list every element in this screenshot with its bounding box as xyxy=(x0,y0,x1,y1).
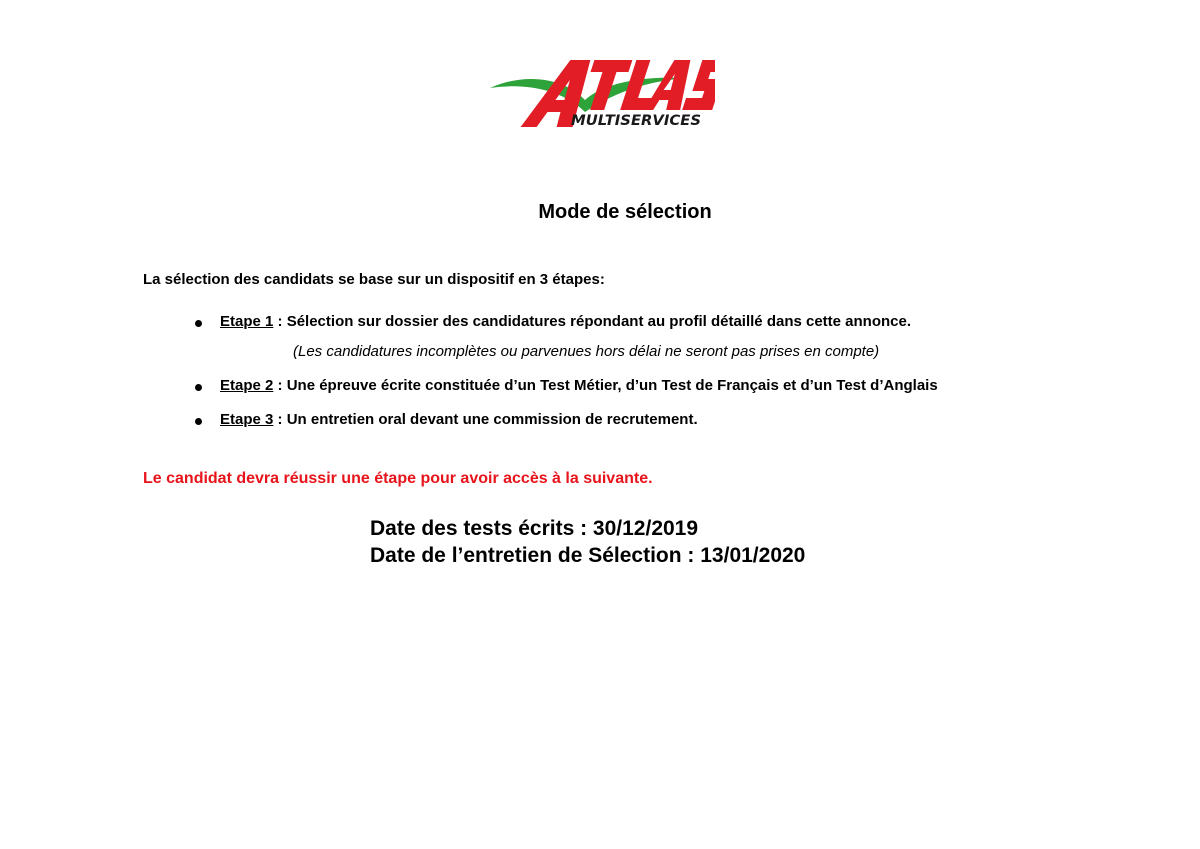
step-text: Sélection sur dossier des candidatures répondant au profil détaillé dans cette annonce. xyxy=(286,313,912,330)
step-label: Etape 3 xyxy=(220,411,274,428)
step-separator: : xyxy=(273,377,287,394)
intro-text: La sélection des candidats se base sur un dispositif en 3 étapes: xyxy=(143,271,605,288)
step-text: Un entretien oral devant une commission de recrutement. xyxy=(286,411,698,428)
warning-text: Le candidat devra réussir une étape pour avoir accès à la suivante. xyxy=(143,470,653,487)
step-label: Etape 1 xyxy=(220,313,274,330)
list-item-step-3 xyxy=(193,411,938,441)
step-separator: : xyxy=(273,411,287,428)
bullet-icon xyxy=(195,384,202,391)
step-text: Une épreuve écrite constituée d’un Test Métier, d’un Test de Français et d’un Test d’Anglais xyxy=(286,377,938,394)
step-label: Etape 2 xyxy=(220,377,274,394)
steps-list xyxy=(193,313,938,441)
bullet-icon xyxy=(195,418,202,425)
step-note: (Les candidatures incomplètes ou parvenues hors délai ne seront pas prises en compte) xyxy=(293,343,880,360)
step-separator: : xyxy=(273,313,287,330)
logo-subtitle: MULTISERVICES xyxy=(571,113,701,129)
written-tests-date: Date des tests écrits : 30/12/2019 xyxy=(370,517,699,540)
dates-block xyxy=(370,515,805,569)
list-item-step-2 xyxy=(193,377,938,411)
interview-date: Date de l’entretien de Sélection : 13/01/2020 xyxy=(370,544,806,567)
list-item-step-1 xyxy=(193,313,938,377)
page-title: Mode de sélection xyxy=(538,201,712,223)
atlas-logo xyxy=(485,52,715,132)
bullet-icon xyxy=(195,320,202,327)
